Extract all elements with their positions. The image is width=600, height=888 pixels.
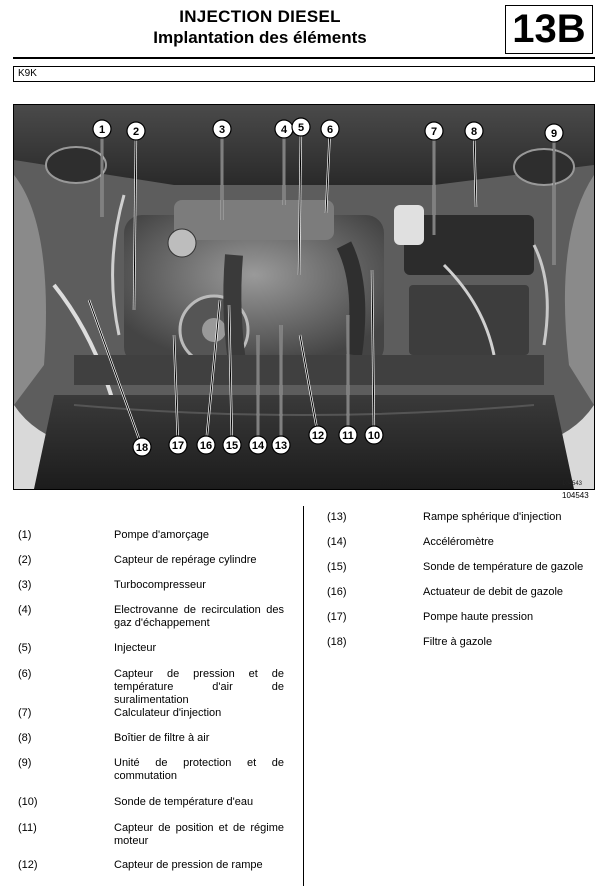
- page-subtitle: Implantation des éléments: [153, 28, 367, 47]
- legend-number: (8): [18, 732, 32, 744]
- page-header: [70, 6, 450, 49]
- legend-number: (7): [18, 707, 32, 719]
- callout-number: 5: [297, 122, 305, 134]
- engine-photo-illustration: [14, 105, 594, 489]
- legend-label: Injecteur: [114, 642, 157, 654]
- callout-number: 7: [430, 126, 438, 138]
- legend-number: (12): [18, 859, 38, 871]
- callout-number: 3: [218, 124, 226, 136]
- callout-number: 9: [550, 128, 558, 140]
- callout-number: 4: [280, 124, 288, 136]
- callout-number: 8: [470, 126, 478, 138]
- legend-number: (9): [18, 757, 32, 769]
- legend-number: (17): [327, 611, 347, 623]
- header-rule: [13, 57, 595, 59]
- legend-label: Sonde de température de gazole: [423, 561, 584, 573]
- legend-label: Capteur de pression de rampe: [114, 859, 263, 871]
- callout-number: 12: [311, 430, 325, 442]
- legend-number: (3): [18, 579, 32, 591]
- legend-number: (15): [327, 561, 347, 573]
- legend-number: (4): [18, 604, 32, 616]
- callout-number: 15: [225, 440, 239, 452]
- legend-number: (1): [18, 529, 32, 541]
- legend-label: Accéléromètre: [423, 536, 494, 548]
- legend-number: (13): [327, 511, 347, 523]
- legend-number: (14): [327, 536, 347, 548]
- page-title: INJECTION DIESEL: [179, 7, 341, 26]
- legend-number: (5): [18, 642, 32, 654]
- engine-code-bar: [13, 66, 595, 82]
- callout-number: 14: [251, 440, 265, 452]
- callout-number: 18: [135, 442, 149, 454]
- legend-label: Calculateur d'injection: [114, 707, 222, 719]
- legend-label: Capteur de pression et de température d'air de suralimentation: [114, 668, 284, 706]
- legend-number: (10): [18, 796, 38, 808]
- callout-number: 6: [326, 124, 334, 136]
- callout-number: 1: [98, 124, 106, 136]
- callout-number: 13: [274, 440, 288, 452]
- legend-label: Electrovanne de recirculation des gaz d'échappement: [114, 604, 284, 629]
- legend-label: Sonde de température d'eau: [114, 796, 254, 808]
- legend-label: Rampe sphérique d'injection: [423, 511, 562, 523]
- callout-number: 11: [342, 430, 354, 442]
- callout-number: 17: [171, 440, 185, 452]
- photo-small-reference: 104543: [562, 481, 583, 487]
- legend-number: (6): [18, 668, 32, 680]
- legend-label: Capteur de repérage cylindre: [114, 554, 257, 566]
- legend-label: Actuateur de debit de gazole: [423, 586, 564, 598]
- engine-code: K9K: [18, 68, 37, 79]
- legend-label: Pompe haute pression: [423, 611, 534, 623]
- legend-number: (16): [327, 586, 347, 598]
- legend-label: Capteur de position et de régime moteur: [114, 822, 284, 847]
- section-number-box: 13B: [505, 5, 593, 54]
- legend-label: Filtre à gazole: [423, 636, 493, 648]
- callout-number: 2: [132, 126, 140, 138]
- legend-number: (18): [327, 636, 347, 648]
- legend-label: Boîtier de filtre à air: [114, 732, 210, 744]
- legend-label: Turbocompresseur: [114, 579, 206, 591]
- engine-bay-photo: [13, 104, 595, 490]
- legend-number: (2): [18, 554, 32, 566]
- legend-label: Pompe d'amorçage: [114, 529, 210, 541]
- legend-label: Unité de protection et de commutation: [114, 757, 284, 782]
- callout-number: 10: [367, 430, 381, 442]
- figure-reference: 104543: [562, 491, 589, 500]
- column-divider: [303, 506, 304, 886]
- callout-number: 16: [199, 440, 213, 452]
- legend-number: (11): [18, 822, 37, 834]
